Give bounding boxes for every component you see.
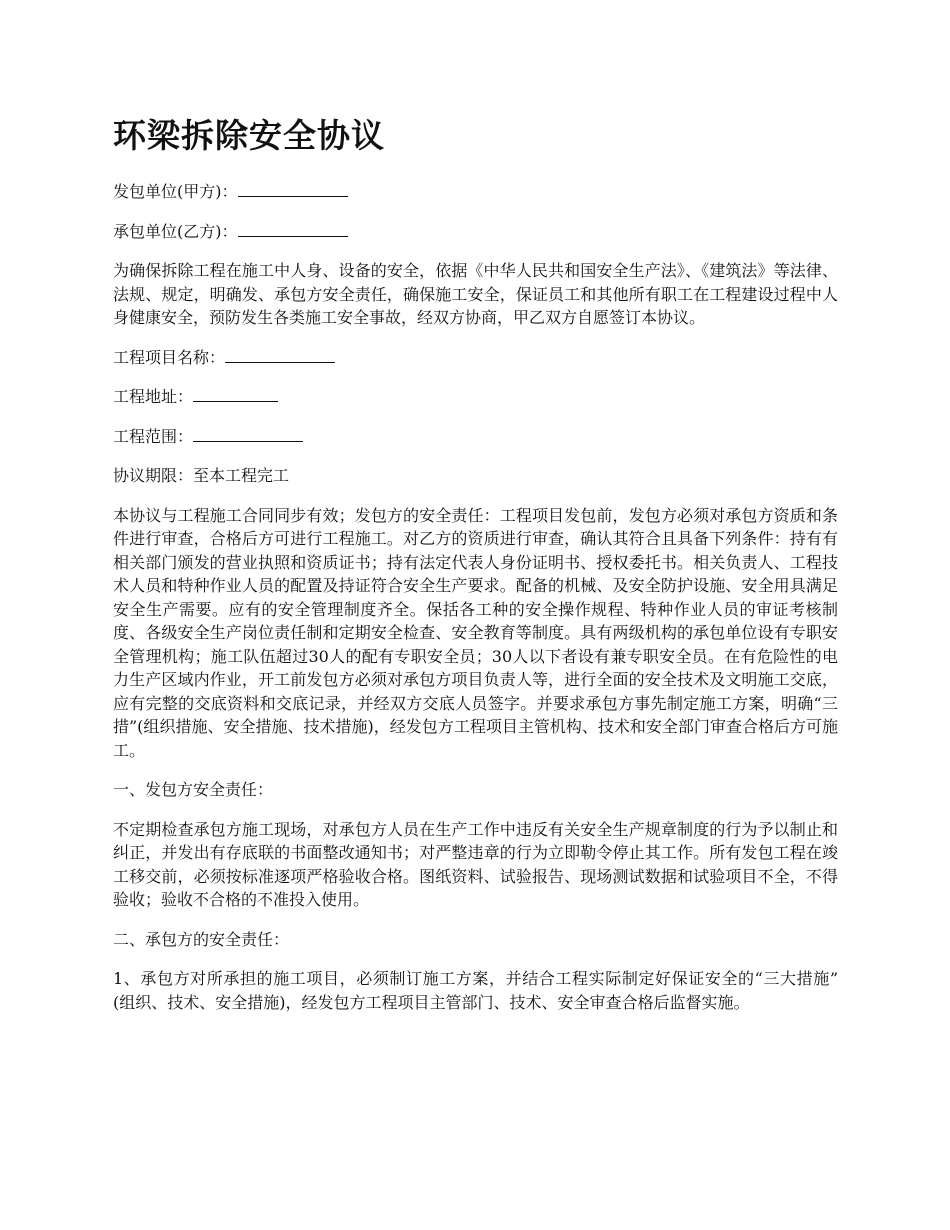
party-b-blank [238, 221, 348, 237]
section2-heading: 二、承包方的安全责任： [113, 929, 290, 949]
project-name-label: 工程项目名称： [113, 347, 226, 367]
section2-item-1: 1、承包方对所承担的施工项目，必须制订施工方案，并结合工程实际制定好保证安全的“三大措施” (组织、技术、安全措施)，经发包方工程项目主管部门、技术、安全审查合格后监督实施。 [113, 969, 838, 1012]
intro-paragraph: 为确保拆除工程在施工中人身、设备的安全，依据《中华人民共和国安全生产法》、《建筑法》等法律、法规、规定，明确发、承包方安全责任，确保施工安全，保证员工和其他所有职工在工程建设过程中人身健康安全，预防发生各类施工安全事故，经双方协商，甲乙双方自愿签订本协议。 [113, 261, 838, 327]
project-scope-blank [193, 426, 303, 442]
party-b-line [113, 220, 838, 244]
party-a-label: 发包单位(甲方)： [113, 182, 238, 201]
main-paragraph: 本协议与工程施工合同同步有效；发包方的安全责任：工程项目发包前，发包方必须对承包方资质和条件进行审查，合格后方可进行工程施工。对乙方的资质进行审查，确认其符合且具备下列条件：持有有相关部门颁发的营业执照和资质证书；持有法定代表人身份证明书、授权委托书。相关负责人、工程技术人员和特种作业人员的配置及持证符合安全生产要求。配备的机械、及安全防护设施、安全用具满足安全生产需要。应有的安全管理制度齐全。保括各工种的安全操作规程、特种作业人员的审证考核制度、各级安全生产岗位责任制和定期安全检查、安全教育等制度。具有两级机构的承包单位设有专职安全管理机构；施工队伍超过30人的配有专职安全员；30人以下者设有兼专职安全员。在有危险性的电力生产区域内作业，开工前发包方必须对承包方项目负责人等，进行全面的安全技术及文明施工交底，应有完整的交底资料和交底记录，并经双方交底人员签字。并要求承包方事先制定施工方案，明确“三措”(组织措施、安全措施、技术措施)，经发包方工程项目主管机构、技术和安全部门审查合格后方可施工。 [113, 505, 838, 760]
document-page [113, 112, 838, 1030]
project-scope-label: 工程范围： [113, 426, 194, 446]
section1-body: 不定期检查承包方施工现场，对承包方人员在生产工作中违反有关安全生产规章制度的行为予以制止和纠正，并发出有存底联的书面整改通知书；对严整违章的行为立即勒令停止其工作。所有发包工程在竣工移交前，必须按标准逐项严格验收合格。图纸资料、试验报告、现场测试数据和试验项目不全，不得验收；验收不合格的不准投入使用。 [113, 819, 838, 909]
party-a-blank [238, 181, 348, 197]
term-line: 协议期限：至本工程完工 [113, 466, 290, 485]
project-scope-line [113, 425, 838, 449]
project-name-blank [225, 347, 335, 363]
project-address-label: 工程地址： [113, 387, 194, 406]
project-address-line [113, 385, 838, 409]
party-a-line [113, 180, 838, 204]
project-address-blank [193, 386, 278, 402]
party-b-label: 承包单位(乙方)： [113, 221, 238, 241]
section1-heading: 一、发包方安全责任： [113, 780, 274, 799]
document-title: 环梁拆除安全协议 [113, 116, 385, 155]
project-name-line [113, 346, 838, 370]
